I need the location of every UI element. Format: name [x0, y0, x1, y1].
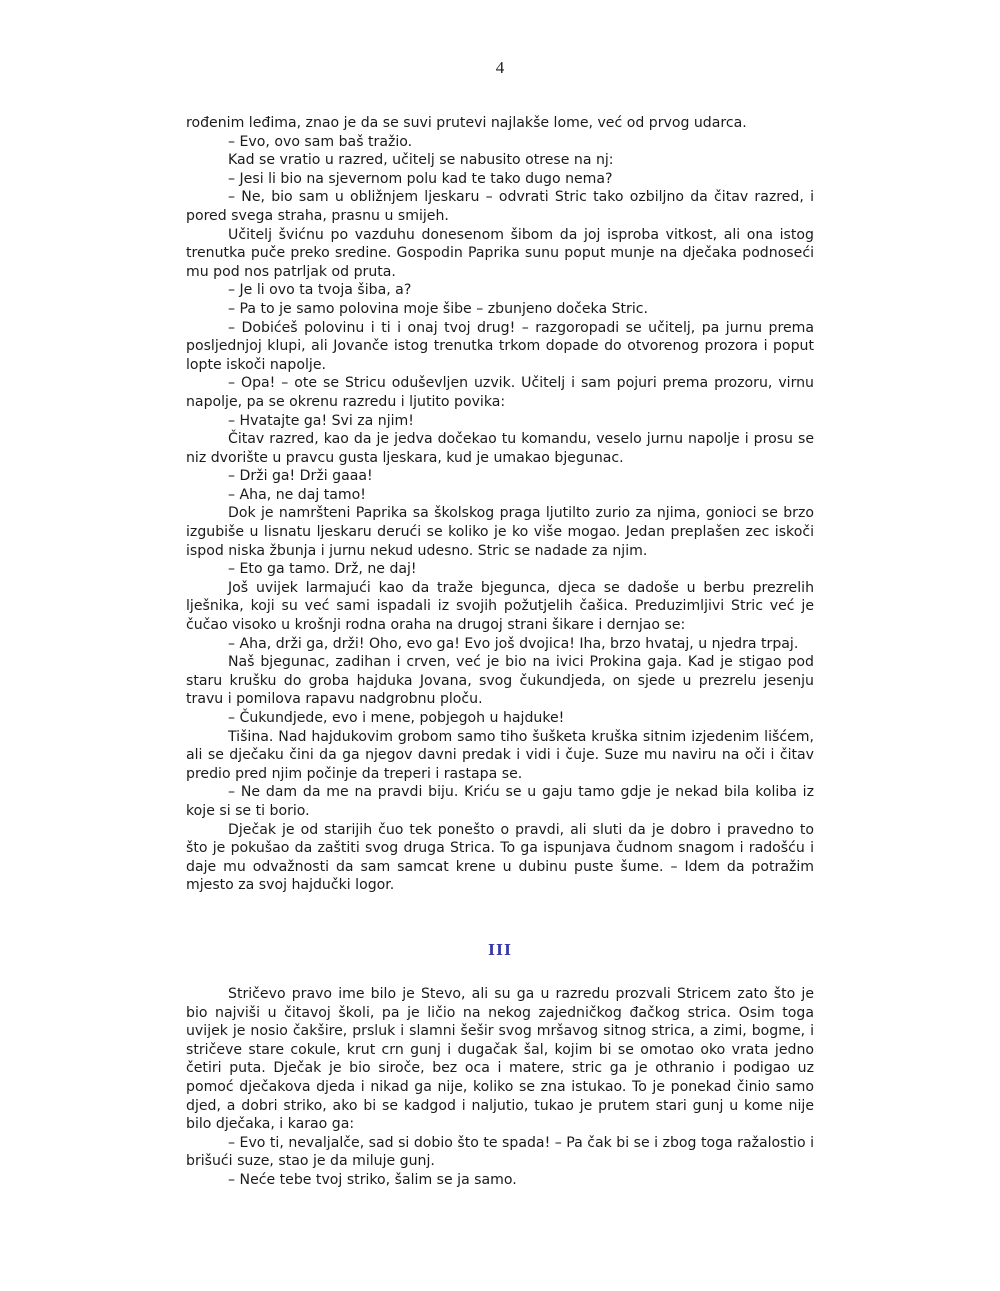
paragraph: Dječak je od starijih čuo tek ponešto o pravdi, ali sluti da je dobro i pravedno to što je pokušao da zaštiti svog druga Strica. To ga ispunjava čudnom snagom i radošću i daje mu odvažnosti da sam samcat krene u dubinu puste šume. – Idem da potražim mjesto za svoj hajdučki logor. — [186, 821, 814, 894]
chapter-heading: III — [487, 941, 513, 959]
paragraph: Kad se vratio u razred, učitelj se nabusito otrese na nj: — [228, 152, 614, 169]
paragraph: Tišina. Nad hajdukovim grobom samo tiho šušketa kruška sitnim izjedenim lišćem, ali se dječaku čini da ga njegov davni predak i vidi i čuje. Suze mu naviru na oči i čitav predio pred njim počinje da treperi i rastapa se. — [186, 728, 814, 782]
paragraph: – Dobićeš polovinu i ti i onaj tvoj drug! – razgoropadi se učitelj, pa jurnu prema posljednjoj klupi, ali Jovanče istog trenutka trkom dopade do otvorenog prozora i poput lopte iskoči napolje. — [186, 319, 814, 373]
paragraph: – Evo ti, nevaljalče, sad si dobio što te spada! – Pa čak bi se i zbog toga ražalostio i brišući suze, stao je da miluje gunj. — [186, 1134, 814, 1170]
paragraph: – Opa! – ote se Stricu oduševljen uzvik. Učitelj i sam pojuri prema prozoru, virnu napolje, pa se okrenu razredu i ljutito povika: — [186, 375, 814, 410]
paragraph: – Drži ga! Drži gaaa! — [228, 468, 373, 485]
paragraph: Stričevo pravo ime bilo je Stevo, ali su ga u razredu prozvali Stricem zato što je bio najviši u čitavoj školi, pa je ličio na nekog zajedničkog đačkog strica. Osim toga uvijek je nosio čakšire, prsluk i slamni šešir svog mršavog sitnog strica, a zimi, bogme, i stričeve stare cokule, krut crn gunj i dugačak šal, kojim bi se omotao oko vrata jedno četiri puta. Dječak je bio siroče, bez oca i matere, stric ga je othranio i podigao uz pomoć dječakova djeda i nikad ga nije, koliko se zna istukao. To je ponekad činio samo djed, a dobri striko, ako bi se kadgod i naljutio, tukao je prutem stari gunj u kome nije bilo dječaka, i karao ga: — [186, 986, 814, 1133]
paragraph: Dok je namršteni Paprika sa školskog praga ljutilto zurio za njima, gonioci se brzo izgubiše u lisnatu ljeskaru derući se koliko je ko više mogao. Jedan preplašen zec iskoči ispod niska žbunja i jurnu nekud udesno. Stric se nadade za njim. — [186, 505, 814, 559]
paragraph: Učitelj švićnu po vazduhu donesenom šibom da joj isproba vitkost, ali ona istog trenutka puče preko sredine. Gospodin Paprika sunu poput munje na dječaka podnoseći mu pod nos patrljak od pruta. — [186, 226, 814, 280]
paragraph: rođenim leđima, znao je da se suvi prutevi najlakše lome, već od prvog udarca. — [186, 115, 747, 131]
paragraph: – Hvatajte ga! Svi za njim! — [228, 412, 414, 429]
paragraph: – Evo, ovo sam baš tražio. — [228, 133, 413, 150]
paragraph: – Ne dam da me na pravdi biju. Kriću se u gaju tamo gdje je nekad bila koliba iz koje si se ti borio. — [186, 784, 814, 819]
paragraph: – Aha, drži ga, drži! Oho, evo ga! Evo još dvojica! Iha, brzo hvataj, u njedra trpaj. — [228, 635, 799, 652]
paragraph: – Jesi li bio na sjevernom polu kad te tako dugo nema? — [228, 170, 613, 187]
paragraph: – Je li ovo ta tvoja šiba, a? — [228, 282, 412, 299]
paragraph: – Neće tebe tvoj striko, šalim se ja samo. — [228, 1171, 517, 1188]
paragraph: – Čukundjede, evo i mene, pobjegoh u hajduke! — [228, 710, 565, 726]
paragraph: – Eto ga tamo. Drž, ne daj! — [228, 561, 417, 578]
paragraph: – Pa to je samo polovina moje šibe – zbunjeno dočeka Stric. — [228, 300, 648, 317]
paragraph: – Ne, bio sam u obližnjem ljeskaru – odvrati Stric tako ozbiljno da čitav razred, i pored svega straha, prasnu u smijeh. — [186, 189, 814, 224]
paragraph: – Aha, ne daj tamo! — [228, 486, 366, 503]
text-block-chapter-ii — [186, 114, 814, 895]
paragraph: Naš bjegunac, zadihan i crven, već je bio na ivici Prokina gaja. Kad je stigao pod staru krušku do groba hajduka Jovana, svog čukundjeda, on sjede u prezrelu jesenju travu i pomilova rapavu nadgrobnu ploču. — [186, 654, 814, 708]
paragraph: Još uvijek larmajući kao da traže bjegunca, djeca se dadoše u berbu prezrelih lješnika, koji su već sami ispadali iz svojih požutjelih čašica. Preduzimljivi Stric već je čučao visoko u krošnji rodna oraha na drugoj strani šikare i dernjao se: — [186, 579, 814, 634]
text-block-chapter-iii — [186, 985, 814, 1190]
page-number: 4 — [495, 58, 505, 77]
paragraph: Čitav razred, kao da je jedva dočekao tu komandu, veselo jurnu napolje i prosu se niz dvorište u pravcu gusta ljeskara, kud je umakao bjegunac. — [186, 431, 814, 466]
